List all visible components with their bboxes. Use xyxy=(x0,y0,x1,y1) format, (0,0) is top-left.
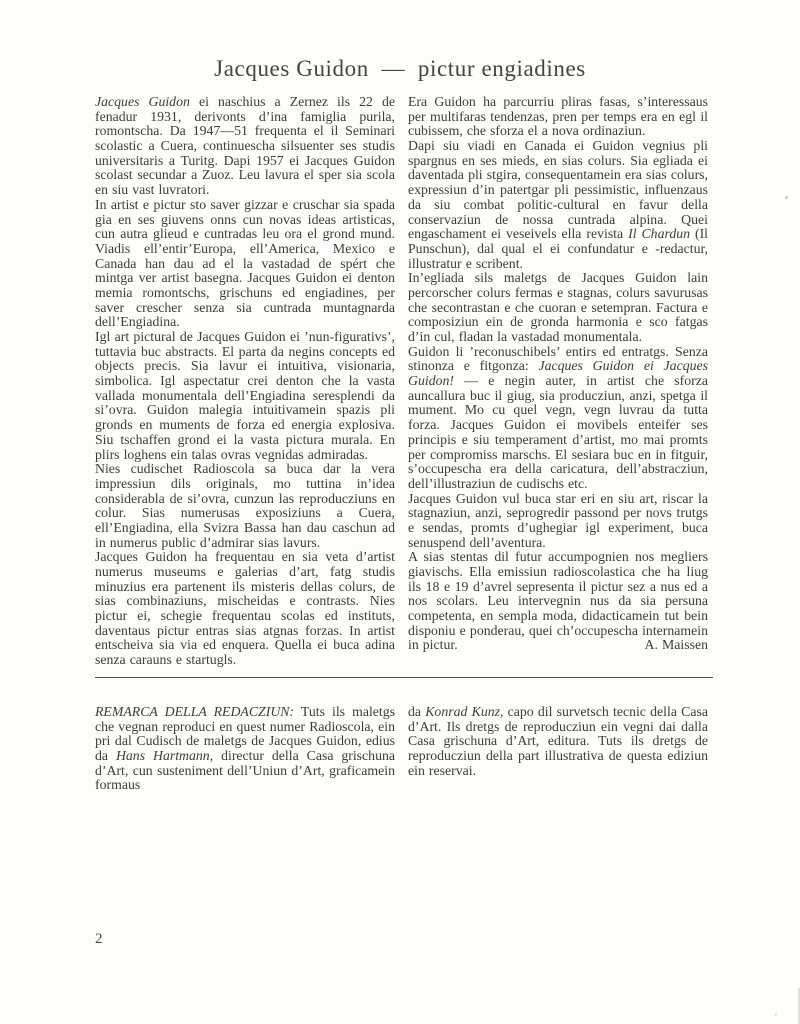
text-run: (Il Punschun), dal qual el ei confundatur e -redactur, illustratur e scribent. xyxy=(408,226,708,271)
paragraph xyxy=(408,271,708,344)
section-divider xyxy=(95,677,713,678)
text-run: In artist e pictur sto saver gizzar e cruschar sia spada gia en ses giuvens onns cun novas ideas artisticas, cun autra glieud e cuntradas leu ora el grond mund. Viadis ell’entir’Europa, ell’America, Mexico e Canada han dau ad el la vastadad de spért che mintga ver artist basegna. Jacques Guidon ei denton memia romontschs, grischuns ed engiadines, per saver crescher senza sia cuntrada muntagnarda dell’Engiadina. xyxy=(95,196,395,330)
italic-text-run: Hans Hartmann xyxy=(115,747,210,763)
text-run: Dapi siu viadi en Canada ei Guidon vegnius pli spargnus en ses mieds, en sias colurs. Sia egliada ei daventada pli stgira, consequentamein era sias colurs, expressiun d’in patertgar pli pessimistic, influenzaus da siu combat politic-cultural en favur della conservaziun de nossa cuntrada alpina. Quei engaschament ei veseivels ella revista xyxy=(408,138,708,242)
paragraph xyxy=(95,95,395,198)
italic-text-run: Il Chardun xyxy=(628,226,691,242)
italic-text-run: Jacques Guidon xyxy=(95,94,190,109)
text-run: Tuts ils maletgs che vegnan reproduci en quest numer Radioscola, ein pri dal Cudisch de maletgs de Jacques Guidon, edius da xyxy=(95,703,396,763)
article-column-left xyxy=(95,95,395,668)
text-run: ei naschius a Zernez ils 22 de fenadur 1931, derivonts d’ina famiglia purila, romontscha. Da 1947—51 frequenta el il Seminari scolastic a Cuera, continuescha silsuenter ses studis universitaris a Turitg. Dapi 1957 ei Jacques Guidon scolast secundar a Zuoz. Leu lavura el sper sia scola en siu vast luvratori. xyxy=(95,94,395,198)
text-run: , directur della Casa grischuna d’Art, cun susteniment dell’Uniun d’Art, graficamein formaus xyxy=(95,747,395,793)
scan-speck xyxy=(785,196,788,199)
italic-text-run: REMARCA DELLA REDACZIUN: xyxy=(95,703,295,719)
italic-text-run: Jacques Guidon ei Jacques Guidon! xyxy=(408,358,708,389)
author-signature: A. Maissen xyxy=(644,637,708,653)
paragraph xyxy=(408,492,708,551)
text-run: , capo dil survetsch tecnic della Casa d’Art. Ils dretgs de reproducziun ein vegni dai dalla Casa grischuna d’Art, editura. Tuts ils dretgs de reproducziun della part illustrativa de questa ediziun ein reservai. xyxy=(408,703,708,778)
text-run: da xyxy=(408,703,426,719)
text-run: In’egliada sils maletgs de Jacques Guidon lain percorscher colurs fermas e stagnas, colurs savurusas che secontrastan e che cuoran e setempran. Factura e composiziun ein de gronda harmonia e sco fatgas d’in cul, fladan la vastadad monumentala. xyxy=(408,270,708,344)
text-run: Guidon li ’reconuschibels’ entirs ed entratgs. Senza stinonza e fitgonza: xyxy=(408,343,708,374)
text-run: A sias stentas dil futur accumpognien nos megliers giavischs. Ella emissiun radioscolastica che ha liug ils 18 e 19 d’avrel sepresenta il pictur sez a nus ed a nos scolars. Leu intervegnin nus da sia persuna competenta, en sempla moda, didacticamein tut bein disponiu e ponderau, quei ch’occupescha internamein in pictur. xyxy=(408,549,708,653)
italic-text-run: Konrad Kunz xyxy=(425,703,500,719)
paragraph xyxy=(95,550,395,668)
article-column-right xyxy=(408,95,708,668)
paragraph xyxy=(408,345,708,492)
editorial-note xyxy=(0,705,800,793)
text-run: Jacques Guidon ha frequentau en sia veta d’artist numerus museums e galerias d’art, fatg studis minuzius era partenent ils misteris dellas colurs, de sias combinaziuns, mischeidas e contrasts. Nies pictur ei, schegie frequentau scolas ed instituts, daventaus pictur entras sias atgnas forzas. In artist entscheiva sia via ed enquera. Quella ei buca adina senza carauns e startugls. xyxy=(95,549,395,668)
editorial-note-column-right xyxy=(408,705,708,793)
paragraph xyxy=(408,550,708,653)
editorial-note-column-left xyxy=(95,705,395,793)
article-body xyxy=(0,95,800,668)
paragraph xyxy=(408,705,708,778)
paragraph xyxy=(95,462,395,550)
article-title: Jacques Guidon — pictur engiadines xyxy=(214,56,586,81)
paragraph xyxy=(408,95,708,139)
text-run: Igl art pictural de Jacques Guidon ei ’nun-figurativs’, tuttavia buc abstracts. El parta da negins concepts ed objects precis. Sia lavur ei intuitiva, visionaria, simbolica. Igl aspectatur crei denton che la vasta vallada monumentala dell’Engiadina seresplendi da si’ovra. Guidon malegia intuitivamein spazis pli gronds en muments de forza ed energia explosiva. Siu tschaffen grond ei la vasta pictura murala. En plirs loghens ein talas ovras vegnidas admiradas. xyxy=(95,329,395,462)
paragraph xyxy=(95,330,395,462)
text-run: Era Guidon ha parcurriu pliras fasas, s’interessaus per multifaras tendenzas, pren per temps era en egl il cubissem, che sforza el a nova ordinaziun. xyxy=(408,94,708,139)
paragraph xyxy=(95,198,395,330)
text-run: — e negin auter, in artist che sforza auncallura buc il giug, sia producziun, anzi, spetga il mument. Mo cu quel vegn, vegn luvrau da tutta forza. Jacques Guidon ei movibels enteifer ses principis e siu temperament d’artist, mo mai promts per compromiss marschs. El sesiara buc en in fitguir, s’occupescha era della caricatura, dell’abstracziun, dell’illustraziun de cudischs etc. xyxy=(408,373,708,491)
paragraph xyxy=(408,139,708,271)
text-run: Jacques Guidon vul buca star eri en siu art, riscar la stagnaziun, anzi, seprogredir passond per novs trutgs e sendas, promts d’ughegiar igl experiment, buca senuspend dell’aventura. xyxy=(408,490,708,550)
scan-speck xyxy=(774,1013,777,1016)
paragraph xyxy=(95,705,395,793)
text-run: Nies cudischet Radioscola sa buca dar la vera impressiun dils originals, mo tuttina in’idea considerabla de si’ovra, cunzun las reproducziuns en colur. Sias numerusas exposiziuns a Cuera, ell’Engiadina, ella Svizra Bassa han dau caschun ad in numerus public d’admirar sias lavurs. xyxy=(95,461,395,550)
page-number: 2 xyxy=(95,931,103,947)
